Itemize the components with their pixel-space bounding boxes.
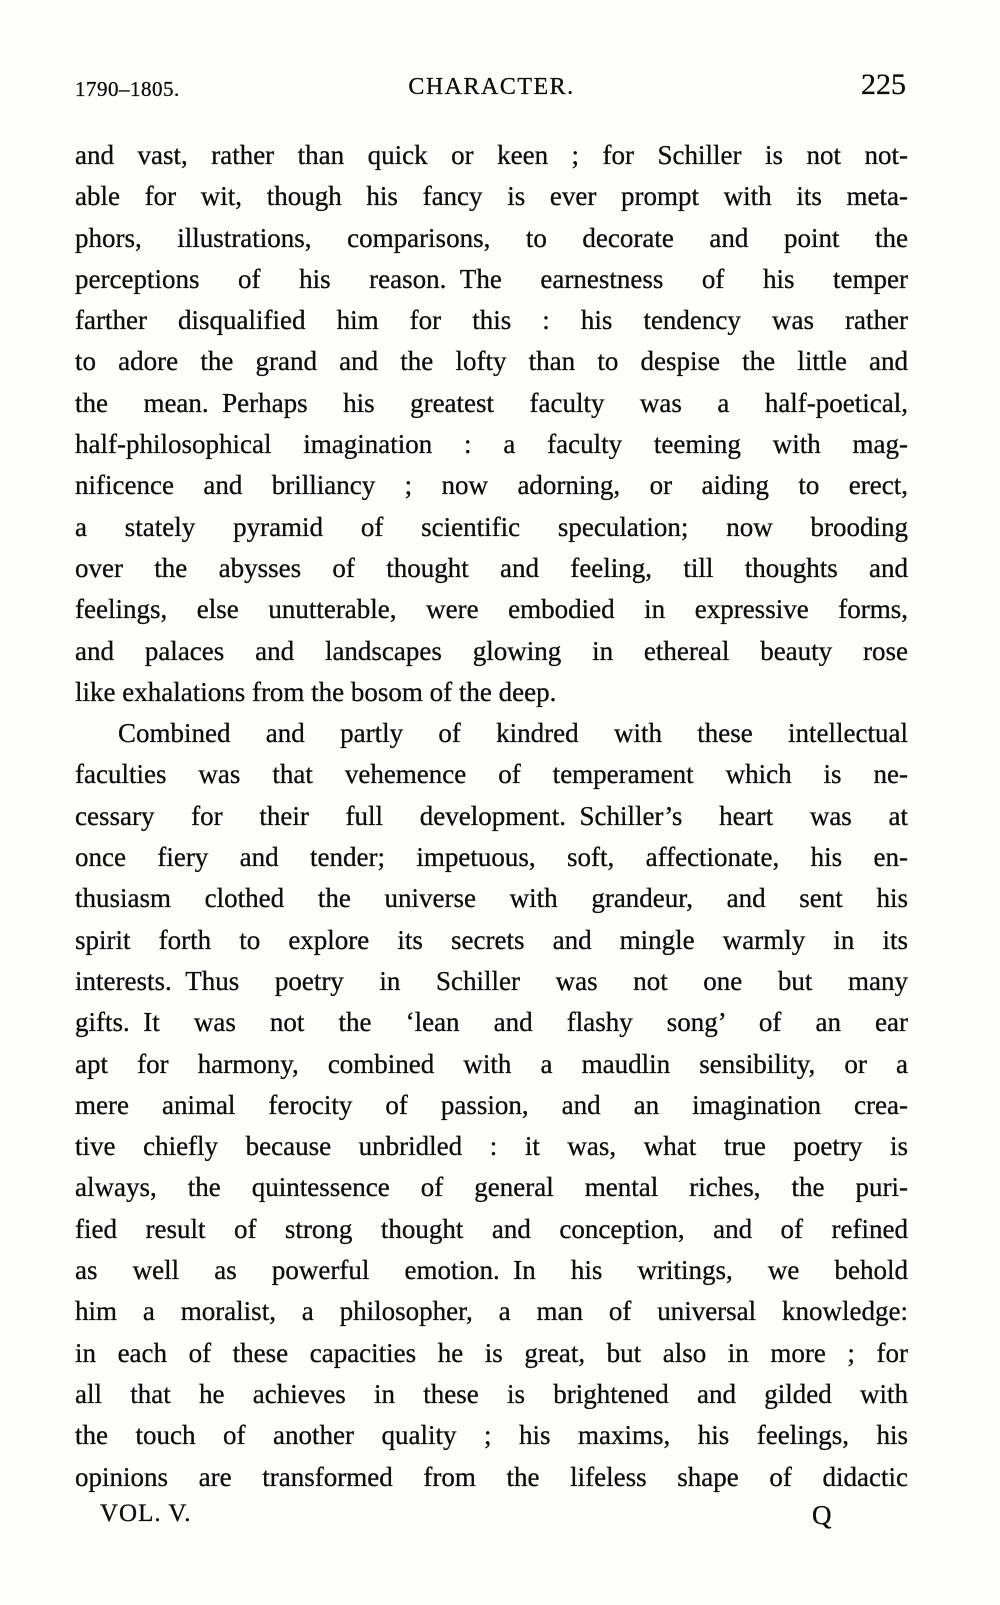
text-line: half-philosophical imagination : a faculty teeming with mag- [75, 429, 908, 460]
text-line: once fiery and tender; impetuous, soft, affectionate, his en- [75, 842, 908, 873]
text-line: nificence and brilliancy ; now adorning, or aiding to erect, [75, 470, 908, 501]
running-header [75, 70, 908, 104]
text-line: fied result of strong thought and conception, and of refined [75, 1213, 908, 1244]
text-line: opinions are transformed from the lifeless shape of didactic [75, 1461, 908, 1492]
paragraph [75, 713, 908, 1498]
text-line: a stately pyramid of scientific speculation; now brooding [75, 511, 908, 542]
text-line: all that he achieves in these is brightened and gilded with [75, 1378, 908, 1409]
text-line: and palaces and landscapes glowing in ethereal beauty rose [75, 635, 908, 666]
paragraph [75, 135, 908, 713]
text-line: as well as powerful emotion. In his writings, we behold [75, 1255, 908, 1286]
text-line: able for wit, though his fancy is ever prompt with its meta- [75, 181, 908, 212]
text-line: spirit forth to explore its secrets and mingle warmly in its [75, 924, 908, 955]
text-line: in each of these capacities he is great, but also in more ; for [75, 1337, 908, 1368]
text-line: perceptions of his reason. The earnestness of his temper [75, 263, 908, 294]
text-line: and vast, rather than quick or keen ; for Schiller is not not- [75, 140, 908, 170]
page-number: 225 [861, 68, 906, 101]
chapter-title: CHARACTER. [408, 74, 575, 100]
signature-mark: Q [812, 1500, 832, 1530]
text-line: gifts. It was not the ‘lean and flashy song’ of an ear [75, 1007, 908, 1038]
text-line: mere animal ferocity of passion, and an imagination crea- [75, 1089, 908, 1120]
text-line: always, the quintessence of general mental riches, the puri- [75, 1172, 908, 1203]
text-line: tive chiefly because unbridled : it was, what true poetry is [75, 1131, 908, 1162]
page-body [75, 135, 908, 1498]
text-line: feelings, else unutterable, were embodied in expressive forms, [75, 594, 908, 625]
text-line: like exhalations from the bosom of the deep. [75, 676, 557, 707]
header-date-range: 1790–1805. [75, 77, 180, 101]
text-line: thusiasm clothed the universe with grandeur, and sent his [75, 883, 908, 914]
volume-label: VOL. V. [100, 1500, 192, 1527]
text-line: Combined and partly of kindred with these intellectual [118, 718, 908, 749]
text-line: farther disqualified him for this : his tendency was rather [75, 305, 908, 336]
text-line: the mean. Perhaps his greatest faculty was a half-poetical, [75, 387, 908, 418]
text-line: phors, illustrations, comparisons, to decorate and point the [75, 222, 908, 253]
text-line: over the abysses of thought and feeling, till thoughts and [75, 552, 908, 583]
text-line: faculties was that vehemence of temperament which is ne- [75, 759, 908, 790]
text-line: apt for harmony, combined with a maudlin sensibility, or a [75, 1048, 908, 1079]
text-line: cessary for their full development. Schiller’s heart was at [75, 800, 908, 831]
page-footer [75, 1500, 908, 1540]
text-line: to adore the grand and the lofty than to despise the little and [75, 346, 908, 377]
text-line: him a moralist, a philosopher, a man of universal knowledge: [75, 1296, 908, 1327]
text-line: interests. Thus poetry in Schiller was not one but many [75, 965, 908, 996]
text-line: the touch of another quality ; his maxims, his feelings, his [75, 1420, 908, 1451]
